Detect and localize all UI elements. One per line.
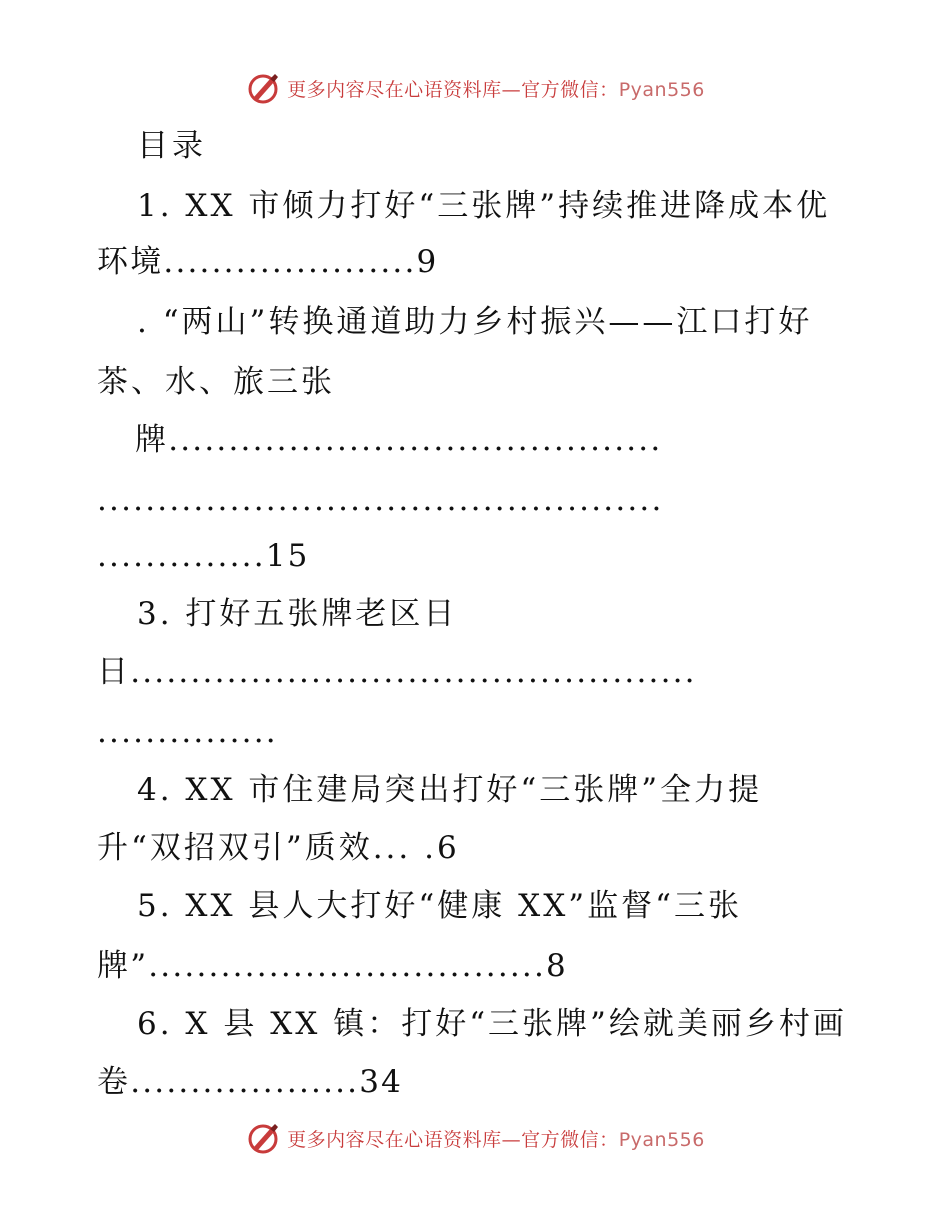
- pen-logo-icon: [245, 70, 281, 106]
- toc-entry-3-leader-cont[interactable]: ...............: [97, 714, 278, 750]
- toc-entry-5-page[interactable]: 牌”.................................8: [97, 948, 568, 984]
- toc-entry-6[interactable]: 6. X 县 XX 镇：打好“三张牌”绘就美丽乡村画: [137, 1006, 847, 1042]
- toc-entry-5[interactable]: 5. XX 县人大打好“健康 XX”监督“三张: [137, 888, 742, 924]
- watermark-banner-bottom: [0, 1118, 950, 1158]
- toc-entry-3[interactable]: 3. 打好五张牌老区日: [137, 596, 458, 632]
- watermark-banner-top: [0, 68, 950, 108]
- toc-entry-2-page[interactable]: ..............15: [97, 538, 310, 574]
- watermark-text: 更多内容尽在心语资料库—官方微信：Pyan556: [287, 1128, 705, 1151]
- toc-title: 目录: [137, 128, 207, 164]
- toc-entry-2[interactable]: . “两山”转换通道助力乡村振兴——江口打好: [137, 304, 813, 340]
- toc-entry-1[interactable]: 1. XX 市倾力打好“三张牌”持续推进降成本优: [137, 188, 831, 224]
- watermark-text: 更多内容尽在心语资料库—官方微信：Pyan556: [287, 78, 705, 101]
- toc-entry-3-leader[interactable]: 日...............................................: [97, 654, 697, 690]
- toc-entry-2-leader-cont[interactable]: ...............................................: [97, 482, 664, 518]
- pen-logo-icon: [245, 1120, 281, 1156]
- toc-entry-2-leader[interactable]: 牌.........................................: [135, 422, 663, 458]
- toc-entry-6-page[interactable]: 卷...................34: [97, 1064, 404, 1100]
- toc-entry-4-page[interactable]: 升“双招双引”质效... .6: [97, 830, 460, 866]
- toc-entry-4[interactable]: 4. XX 市住建局突出打好“三张牌”全力提: [137, 772, 763, 808]
- toc-entry-1-page[interactable]: 环境.....................9: [97, 244, 439, 280]
- toc-entry-2-cont[interactable]: 茶、水、旅三张: [97, 364, 335, 400]
